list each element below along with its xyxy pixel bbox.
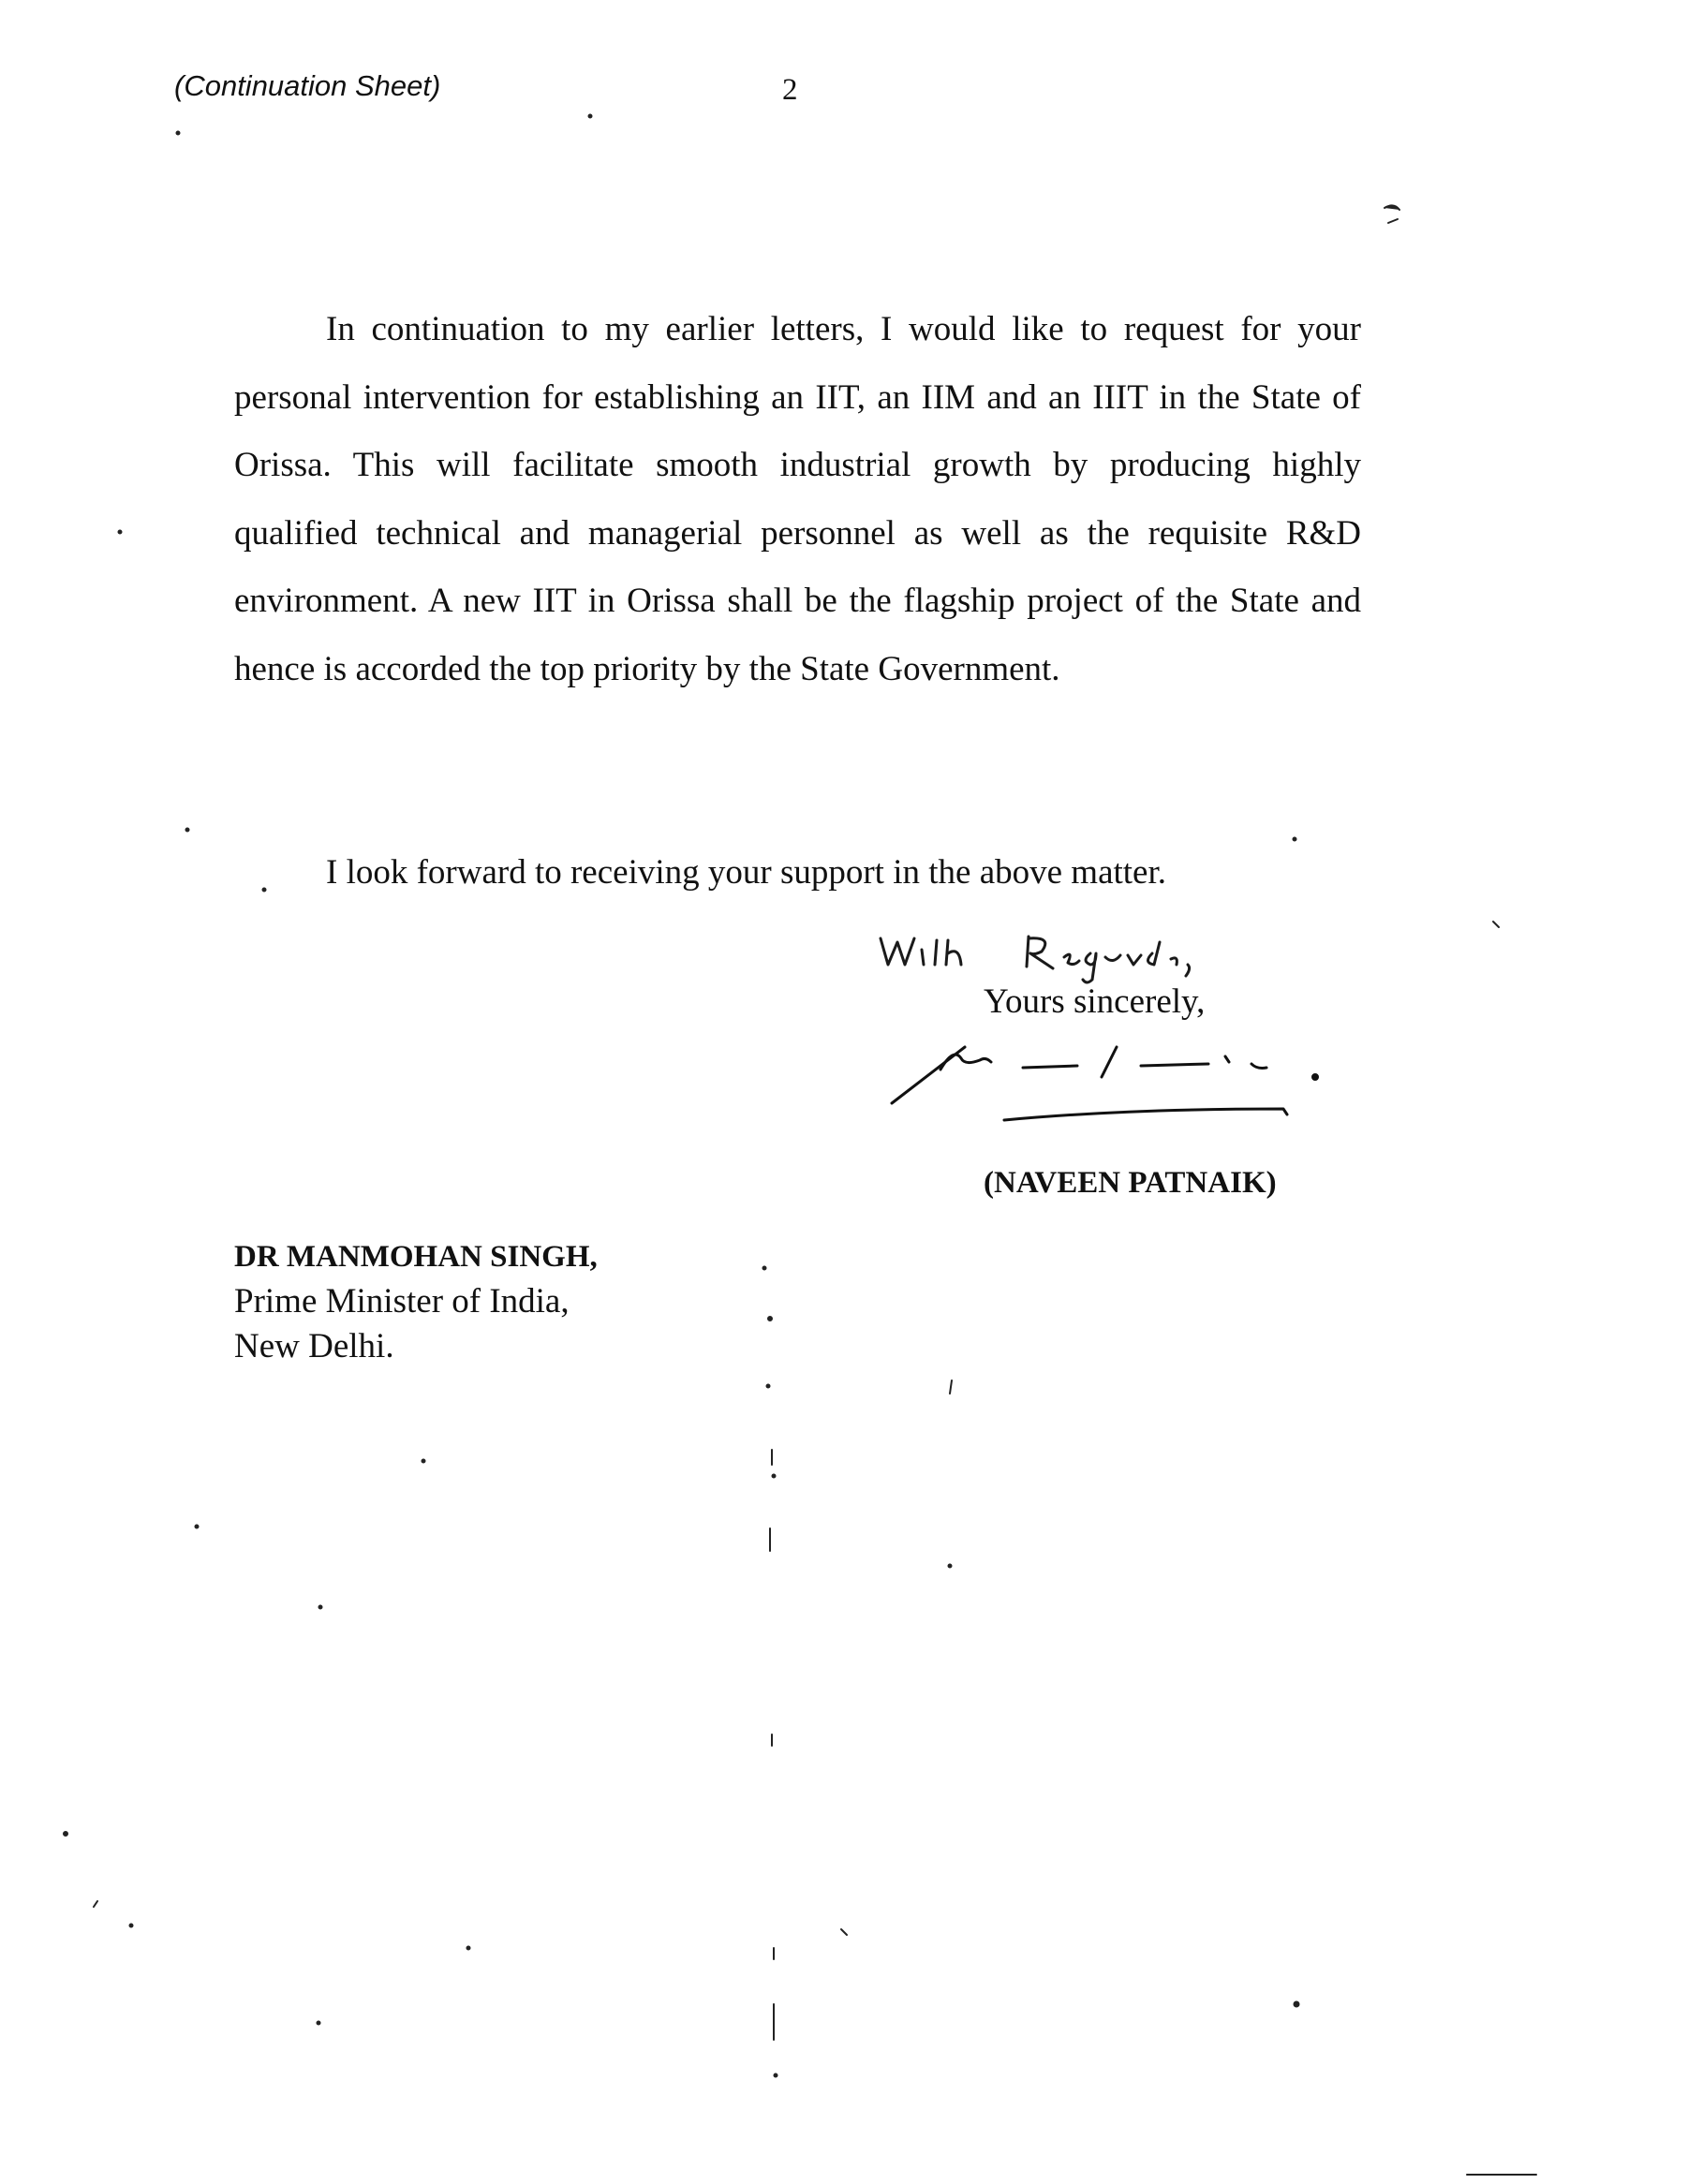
signer-name: (NAVEEN PATNAIK): [984, 1166, 1277, 1200]
continuation-sheet-label: (Continuation Sheet): [174, 69, 441, 102]
page-number: 2: [782, 73, 798, 107]
body-paragraph-closing-line: I look forward to receiving your support in the above matter.: [326, 853, 1166, 892]
addressee-block: [234, 1234, 598, 1369]
signature-icon: [892, 1047, 1318, 1120]
valediction: Yours sincerely,: [984, 982, 1206, 1021]
addressee-title: Prime Minister of India,: [234, 1282, 570, 1321]
handwritten-greeting-icon: [881, 937, 1190, 982]
body-paragraph-request: In continuation to my earlier letters, I would like to request for your personal intervention for establishing an IIT, an IIM and an IIIT in the State of Orissa. This will facilitate smooth industrial growth by producing highly qualified technical and managerial personnel as well as the requisite R&D environment. A new IIT in Orissa shall be the flagship project of the State and hence is accorded the top priority by the State Government.: [234, 310, 1361, 688]
addressee-name: DR MANMOHAN SINGH,: [234, 1240, 598, 1274]
addressee-city: New Delhi.: [234, 1327, 394, 1365]
